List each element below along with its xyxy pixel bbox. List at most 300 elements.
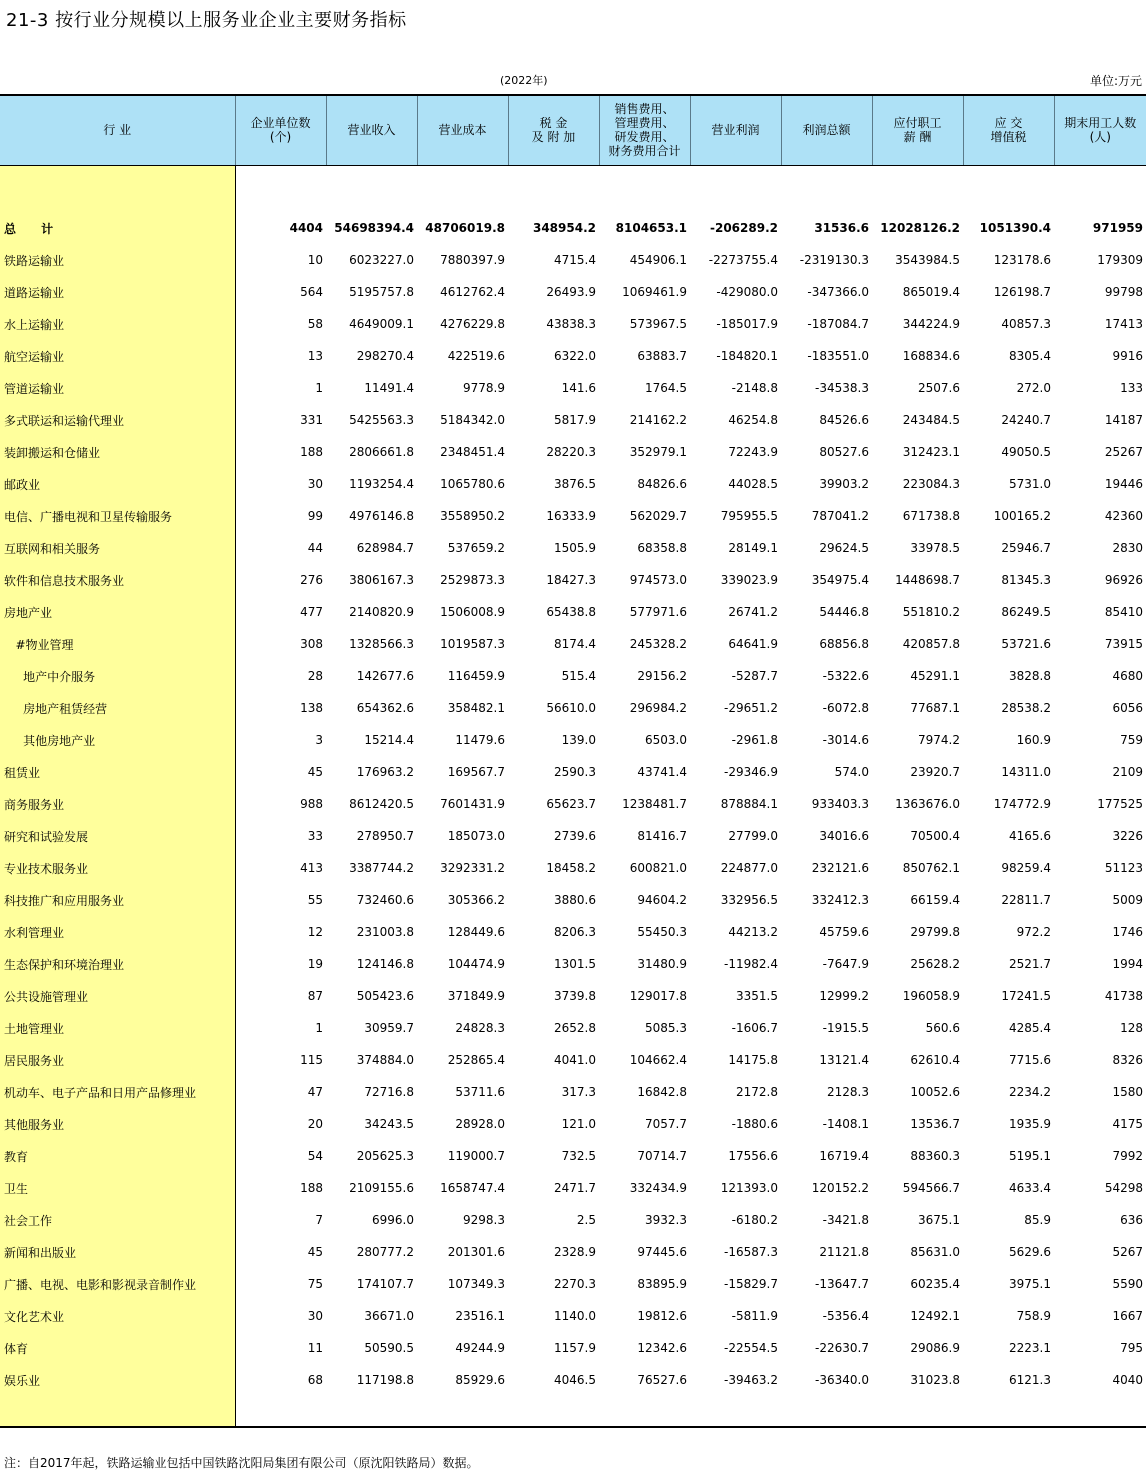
value-cell: -2273755.4 xyxy=(708,253,778,267)
value-cell: 84826.6 xyxy=(637,477,687,491)
value-cell: 100165.2 xyxy=(993,509,1051,523)
value-cell: 126198.7 xyxy=(993,285,1051,299)
value-cell: 13536.7 xyxy=(910,1117,960,1131)
spacer-row xyxy=(0,1396,1146,1427)
value-cell: 20 xyxy=(307,1117,323,1131)
spacer-cell xyxy=(1054,165,1146,212)
value-cell: 2328.9 xyxy=(554,1245,596,1259)
value-cell: 296984.2 xyxy=(629,701,687,715)
industry-name-cell: 生态保护和环境治理业 xyxy=(0,948,235,980)
value-cell: 636 xyxy=(1120,1213,1143,1227)
value-cell: 107349.3 xyxy=(447,1277,505,1291)
column-header-7: 利润总额 xyxy=(781,95,872,165)
value-cell: 10 xyxy=(307,253,323,267)
value-cell: 47 xyxy=(307,1085,323,1099)
column-header-4: 税 金 及 附 加 xyxy=(508,95,599,165)
value-cell: 42360 xyxy=(1104,509,1143,523)
value-cell: 23920.7 xyxy=(910,765,960,779)
table-row xyxy=(0,1044,1146,1076)
spacer-cell xyxy=(963,165,1054,212)
industry-name-cell: 研究和试验发展 xyxy=(0,820,235,852)
value-cell: 4041.0 xyxy=(554,1053,596,1067)
table-row xyxy=(0,308,1146,340)
value-cell: 8326 xyxy=(1112,1053,1143,1067)
value-cell: 34016.6 xyxy=(819,829,869,843)
value-cell: 9778.9 xyxy=(463,381,505,395)
value-cell: 14175.8 xyxy=(728,1053,778,1067)
industry-name-cell: 软件和信息技术服务业 xyxy=(0,564,235,596)
value-cell: 3806167.3 xyxy=(349,573,414,587)
value-cell: 6503.0 xyxy=(645,733,687,747)
value-cell: 8305.4 xyxy=(1009,349,1051,363)
value-cell: -3014.6 xyxy=(822,733,869,747)
value-cell: 245328.2 xyxy=(629,637,687,651)
value-cell: 85.9 xyxy=(1024,1213,1051,1227)
table-row xyxy=(0,564,1146,596)
value-cell: 5425563.3 xyxy=(349,413,414,427)
value-cell: 19446 xyxy=(1104,477,1143,491)
value-cell: 174107.7 xyxy=(356,1277,414,1291)
value-cell: 1580 xyxy=(1112,1085,1143,1099)
value-cell: 537659.2 xyxy=(447,541,505,555)
value-cell: 1238481.7 xyxy=(622,797,687,811)
value-cell: 795 xyxy=(1120,1341,1143,1355)
value-cell: 5731.0 xyxy=(1009,477,1051,491)
value-cell: 1506008.9 xyxy=(440,605,505,619)
industry-name-cell: 其他房地产业 xyxy=(0,724,235,756)
value-cell: 5817.9 xyxy=(554,413,596,427)
value-cell: 5267 xyxy=(1112,1245,1143,1259)
value-cell: 73915 xyxy=(1104,637,1143,651)
value-cell: 25946.7 xyxy=(1001,541,1051,555)
value-cell: 6121.3 xyxy=(1009,1373,1051,1387)
value-cell: 185073.0 xyxy=(447,829,505,843)
value-cell: 1140.0 xyxy=(554,1309,596,1323)
table-body xyxy=(0,165,1146,1427)
value-cell: 44213.2 xyxy=(728,925,778,939)
spacer-cell xyxy=(599,1396,690,1427)
value-cell: 564 xyxy=(300,285,323,299)
value-cell: 33978.5 xyxy=(910,541,960,555)
spacer-cell xyxy=(417,165,508,212)
value-cell: 28538.2 xyxy=(1001,701,1051,715)
value-cell: 87 xyxy=(307,989,323,1003)
value-cell: 12999.2 xyxy=(819,989,869,1003)
value-cell: 317.3 xyxy=(561,1085,596,1099)
value-cell: 787041.2 xyxy=(811,509,869,523)
value-cell: 3975.1 xyxy=(1009,1277,1051,1291)
value-cell: 477 xyxy=(300,605,323,619)
value-cell: -2148.8 xyxy=(731,381,778,395)
value-cell: 2140820.9 xyxy=(349,605,414,619)
value-cell: 44028.5 xyxy=(728,477,778,491)
value-cell: 6322.0 xyxy=(554,349,596,363)
value-cell: 1065780.6 xyxy=(440,477,505,491)
value-cell: 974573.0 xyxy=(629,573,687,587)
value-cell: 972.2 xyxy=(1016,925,1051,939)
value-cell: 99 xyxy=(307,509,323,523)
industry-name-cell: 娱乐业 xyxy=(0,1364,235,1396)
column-header-1: 企业单位数 (个) xyxy=(235,95,326,165)
value-cell: 305366.2 xyxy=(447,893,505,907)
value-cell: 43838.3 xyxy=(546,317,596,331)
value-cell: -1915.5 xyxy=(822,1021,869,1035)
value-cell: 515.4 xyxy=(561,669,596,683)
industry-name-cell: 邮政业 xyxy=(0,468,235,500)
value-cell: 1764.5 xyxy=(645,381,687,395)
table-row xyxy=(0,372,1146,404)
value-cell: 4976146.8 xyxy=(349,509,414,523)
value-cell: 308 xyxy=(300,637,323,651)
value-cell: 17556.6 xyxy=(728,1149,778,1163)
value-cell: -429080.0 xyxy=(716,285,778,299)
page-title: 21-3 按行业分规模以上服务业企业主要财务指标 xyxy=(6,10,407,31)
financial-indicators-table xyxy=(0,94,1146,1428)
spacer-cell xyxy=(417,1396,508,1427)
value-cell: 2507.6 xyxy=(918,381,960,395)
value-cell: 2652.8 xyxy=(554,1021,596,1035)
value-cell: 671738.8 xyxy=(902,509,960,523)
value-cell: 22811.7 xyxy=(1001,893,1051,907)
value-cell: 65623.7 xyxy=(546,797,596,811)
industry-name-cell: 机动车、电子产品和日用产品修理业 xyxy=(0,1076,235,1108)
value-cell: 574.0 xyxy=(834,765,869,779)
value-cell: 1935.9 xyxy=(1009,1117,1051,1131)
value-cell: -22630.7 xyxy=(815,1341,869,1355)
value-cell: 84526.6 xyxy=(819,413,869,427)
value-cell: 83895.9 xyxy=(637,1277,687,1291)
value-cell: 2348451.4 xyxy=(440,445,505,459)
value-cell: 62610.4 xyxy=(910,1053,960,1067)
industry-name-cell: 道路运输业 xyxy=(0,276,235,308)
value-cell: 28928.0 xyxy=(455,1117,505,1131)
table-row xyxy=(0,628,1146,660)
value-cell: 971959 xyxy=(1092,221,1143,235)
value-cell: -1880.6 xyxy=(731,1117,778,1131)
industry-name-cell: 多式联运和运输代理业 xyxy=(0,404,235,436)
spacer-cell xyxy=(235,1396,326,1427)
value-cell: 54698394.4 xyxy=(334,221,414,235)
column-header-9: 应 交 增值税 xyxy=(963,95,1054,165)
value-cell: 80527.6 xyxy=(819,445,869,459)
value-cell: 1051390.4 xyxy=(979,221,1051,235)
spacer-cell xyxy=(235,165,326,212)
industry-name-cell: 管道运输业 xyxy=(0,372,235,404)
value-cell: 53711.6 xyxy=(455,1085,505,1099)
industry-name-cell: 总 计 xyxy=(0,212,235,244)
value-cell: 4612762.4 xyxy=(440,285,505,299)
value-cell: 2109 xyxy=(1112,765,1143,779)
value-cell: 4040 xyxy=(1112,1373,1143,1387)
value-cell: 1328566.3 xyxy=(349,637,414,651)
value-cell: 15214.4 xyxy=(364,733,414,747)
value-cell: 104662.4 xyxy=(629,1053,687,1067)
column-header-10: 期末用工人数 (人) xyxy=(1054,95,1146,165)
value-cell: 224877.0 xyxy=(720,861,778,875)
value-cell: 1667 xyxy=(1112,1309,1143,1323)
table-row xyxy=(0,1364,1146,1396)
value-cell: 16719.4 xyxy=(819,1149,869,1163)
value-cell: 16333.9 xyxy=(546,509,596,523)
value-cell: 454906.1 xyxy=(629,253,687,267)
value-cell: 865019.4 xyxy=(902,285,960,299)
table-row xyxy=(0,724,1146,756)
table-row xyxy=(0,596,1146,628)
value-cell: 128449.6 xyxy=(447,925,505,939)
industry-name-cell: 电信、广播电视和卫星传输服务 xyxy=(0,500,235,532)
value-cell: 115 xyxy=(300,1053,323,1067)
table-row xyxy=(0,692,1146,724)
table-row xyxy=(0,404,1146,436)
table-row xyxy=(0,756,1146,788)
value-cell: 243484.5 xyxy=(902,413,960,427)
value-cell: 5590 xyxy=(1112,1277,1143,1291)
value-cell: -5356.4 xyxy=(822,1309,869,1323)
value-cell: 2128.3 xyxy=(827,1085,869,1099)
value-cell: -187084.7 xyxy=(807,317,869,331)
value-cell: -34538.3 xyxy=(815,381,869,395)
value-cell: -2319130.3 xyxy=(799,253,869,267)
value-cell: 358482.1 xyxy=(447,701,505,715)
value-cell: 1746 xyxy=(1112,925,1143,939)
value-cell: 188 xyxy=(300,1181,323,1195)
table-row xyxy=(0,468,1146,500)
value-cell: 4649009.1 xyxy=(349,317,414,331)
value-cell: 40857.3 xyxy=(1001,317,1051,331)
value-cell: -206289.2 xyxy=(710,221,778,235)
value-cell: -3421.8 xyxy=(822,1213,869,1227)
value-cell: 276 xyxy=(300,573,323,587)
value-cell: 2109155.6 xyxy=(349,1181,414,1195)
column-header-0: 行 业 xyxy=(0,95,235,165)
table-row xyxy=(0,1140,1146,1172)
value-cell: 120152.2 xyxy=(811,1181,869,1195)
value-cell: -2961.8 xyxy=(731,733,778,747)
value-cell: 25267 xyxy=(1104,445,1143,459)
column-header-8: 应付职工 薪 酬 xyxy=(872,95,963,165)
value-cell: -11982.4 xyxy=(724,957,778,971)
value-cell: 600821.0 xyxy=(629,861,687,875)
value-cell: 39903.2 xyxy=(819,477,869,491)
industry-name-cell: 商务服务业 xyxy=(0,788,235,820)
value-cell: 7992 xyxy=(1112,1149,1143,1163)
table-row xyxy=(0,276,1146,308)
spacer-row xyxy=(0,165,1146,212)
value-cell: 850762.1 xyxy=(902,861,960,875)
value-cell: 169567.7 xyxy=(447,765,505,779)
value-cell: 53721.6 xyxy=(1001,637,1051,651)
industry-name-cell: 水利管理业 xyxy=(0,916,235,948)
table-row xyxy=(0,788,1146,820)
value-cell: 86249.5 xyxy=(1001,605,1051,619)
value-cell: 422519.6 xyxy=(447,349,505,363)
value-cell: 49244.9 xyxy=(455,1341,505,1355)
value-cell: 3675.1 xyxy=(918,1213,960,1227)
value-cell: 5085.3 xyxy=(645,1021,687,1035)
value-cell: 31480.9 xyxy=(637,957,687,971)
value-cell: 5009 xyxy=(1112,893,1143,907)
spacer-cell xyxy=(508,165,599,212)
value-cell: 4285.4 xyxy=(1009,1021,1051,1035)
spacer-cell xyxy=(781,1396,872,1427)
value-cell: 23516.1 xyxy=(455,1309,505,1323)
value-cell: 64641.9 xyxy=(728,637,778,651)
value-cell: 562029.7 xyxy=(629,509,687,523)
value-cell: 14311.0 xyxy=(1001,765,1051,779)
value-cell: 758.9 xyxy=(1016,1309,1051,1323)
value-cell: 168834.6 xyxy=(902,349,960,363)
value-cell: 628984.7 xyxy=(356,541,414,555)
value-cell: 13121.4 xyxy=(819,1053,869,1067)
value-cell: 201301.6 xyxy=(447,1245,505,1259)
value-cell: 1301.5 xyxy=(554,957,596,971)
spacer-cell xyxy=(1054,1396,1146,1427)
value-cell: 352979.1 xyxy=(629,445,687,459)
value-cell: 280777.2 xyxy=(356,1245,414,1259)
value-cell: -22554.5 xyxy=(724,1341,778,1355)
value-cell: 75 xyxy=(307,1277,323,1291)
value-cell: 223084.3 xyxy=(902,477,960,491)
value-cell: 8612420.5 xyxy=(349,797,414,811)
value-cell: -1408.1 xyxy=(822,1117,869,1131)
value-cell: 278950.7 xyxy=(356,829,414,843)
value-cell: 50590.5 xyxy=(364,1341,414,1355)
value-cell: 94604.2 xyxy=(637,893,687,907)
value-cell: 21121.8 xyxy=(819,1245,869,1259)
spacer-cell xyxy=(599,165,690,212)
value-cell: 4276229.8 xyxy=(440,317,505,331)
value-cell: 99798 xyxy=(1104,285,1143,299)
value-cell: 2806661.8 xyxy=(349,445,414,459)
table-row xyxy=(0,852,1146,884)
value-cell: 3739.8 xyxy=(554,989,596,1003)
spacer-cell xyxy=(690,1396,781,1427)
table-row xyxy=(0,980,1146,1012)
industry-name-cell: 水上运输业 xyxy=(0,308,235,340)
value-cell: 70714.7 xyxy=(637,1149,687,1163)
column-header-6: 营业利润 xyxy=(690,95,781,165)
value-cell: 1658747.4 xyxy=(440,1181,505,1195)
industry-name-cell: 卫生 xyxy=(0,1172,235,1204)
value-cell: 43741.4 xyxy=(637,765,687,779)
value-cell: 30959.7 xyxy=(364,1021,414,1035)
value-cell: 18458.2 xyxy=(546,861,596,875)
value-cell: -39463.2 xyxy=(724,1373,778,1387)
value-cell: 560.6 xyxy=(925,1021,960,1035)
value-cell: 26741.2 xyxy=(728,605,778,619)
value-cell: 231003.8 xyxy=(356,925,414,939)
column-header-5: 销售费用、 管理费用、 研发费用、 财务费用合计 xyxy=(599,95,690,165)
value-cell: 2739.6 xyxy=(554,829,596,843)
spacer-cell xyxy=(781,165,872,212)
industry-name-cell: 租赁业 xyxy=(0,756,235,788)
value-cell: 331 xyxy=(300,413,323,427)
value-cell: 332412.3 xyxy=(811,893,869,907)
value-cell: 8174.4 xyxy=(554,637,596,651)
column-header-3: 营业成本 xyxy=(417,95,508,165)
value-cell: 28 xyxy=(307,669,323,683)
value-cell: 4404 xyxy=(289,221,323,235)
value-cell: 14187 xyxy=(1104,413,1143,427)
value-cell: -347366.0 xyxy=(807,285,869,299)
table-row xyxy=(0,1012,1146,1044)
value-cell: 332434.9 xyxy=(629,1181,687,1195)
value-cell: 348954.2 xyxy=(532,221,596,235)
value-cell: 505423.6 xyxy=(356,989,414,1003)
value-cell: 7880397.9 xyxy=(440,253,505,267)
value-cell: 420857.8 xyxy=(902,637,960,651)
spacer-cell xyxy=(508,1396,599,1427)
spacer-cell xyxy=(0,1396,235,1427)
value-cell: -16587.3 xyxy=(724,1245,778,1259)
value-cell: 5195757.8 xyxy=(349,285,414,299)
value-cell: 10052.6 xyxy=(910,1085,960,1099)
value-cell: 7057.7 xyxy=(645,1117,687,1131)
industry-name-cell: 房地产业 xyxy=(0,596,235,628)
value-cell: 29086.9 xyxy=(910,1341,960,1355)
value-cell: 68 xyxy=(307,1373,323,1387)
value-cell: 2270.3 xyxy=(554,1277,596,1291)
value-cell: 11 xyxy=(307,1341,323,1355)
value-cell: 371849.9 xyxy=(447,989,505,1003)
value-cell: 5195.1 xyxy=(1009,1149,1051,1163)
value-cell: 31536.6 xyxy=(814,221,869,235)
value-cell: 76527.6 xyxy=(637,1373,687,1387)
value-cell: 7 xyxy=(315,1213,323,1227)
value-cell: 6996.0 xyxy=(372,1213,414,1227)
value-cell: 12 xyxy=(307,925,323,939)
value-cell: 3543984.5 xyxy=(895,253,960,267)
value-cell: 177525 xyxy=(1097,797,1143,811)
table-unit: 单位:万元 xyxy=(1089,74,1142,88)
industry-name-cell: 专业技术服务业 xyxy=(0,852,235,884)
table-row xyxy=(0,1236,1146,1268)
industry-name-cell: 教育 xyxy=(0,1140,235,1172)
value-cell: 298270.4 xyxy=(356,349,414,363)
value-cell: 654362.6 xyxy=(356,701,414,715)
value-cell: 27799.0 xyxy=(728,829,778,843)
value-cell: 30 xyxy=(307,477,323,491)
value-cell: 30 xyxy=(307,1309,323,1323)
value-cell: 116459.9 xyxy=(447,669,505,683)
value-cell: 8104653.1 xyxy=(615,221,687,235)
value-cell: 85410 xyxy=(1104,605,1143,619)
value-cell: 3292331.2 xyxy=(440,861,505,875)
value-cell: 66159.4 xyxy=(910,893,960,907)
value-cell: 354975.4 xyxy=(811,573,869,587)
value-cell: 97445.6 xyxy=(637,1245,687,1259)
value-cell: 9298.3 xyxy=(463,1213,505,1227)
value-cell: 104474.9 xyxy=(447,957,505,971)
industry-name-cell: #物业管理 xyxy=(0,628,235,660)
value-cell: -185017.9 xyxy=(716,317,778,331)
value-cell: 44 xyxy=(307,541,323,555)
industry-name-cell: 地产中介服务 xyxy=(0,660,235,692)
value-cell: 3880.6 xyxy=(554,893,596,907)
table-row xyxy=(0,1108,1146,1140)
value-cell: 205625.3 xyxy=(356,1149,414,1163)
spacer-cell xyxy=(872,165,963,212)
value-cell: 594566.7 xyxy=(902,1181,960,1195)
value-cell: 988 xyxy=(300,797,323,811)
value-cell: 2223.1 xyxy=(1009,1341,1051,1355)
value-cell: 160.9 xyxy=(1016,733,1051,747)
industry-name-cell: 广播、电视、电影和影视录音制作业 xyxy=(0,1268,235,1300)
industry-name-cell: 社会工作 xyxy=(0,1204,235,1236)
table-row xyxy=(0,916,1146,948)
value-cell: 4175 xyxy=(1112,1117,1143,1131)
value-cell: 4046.5 xyxy=(554,1373,596,1387)
